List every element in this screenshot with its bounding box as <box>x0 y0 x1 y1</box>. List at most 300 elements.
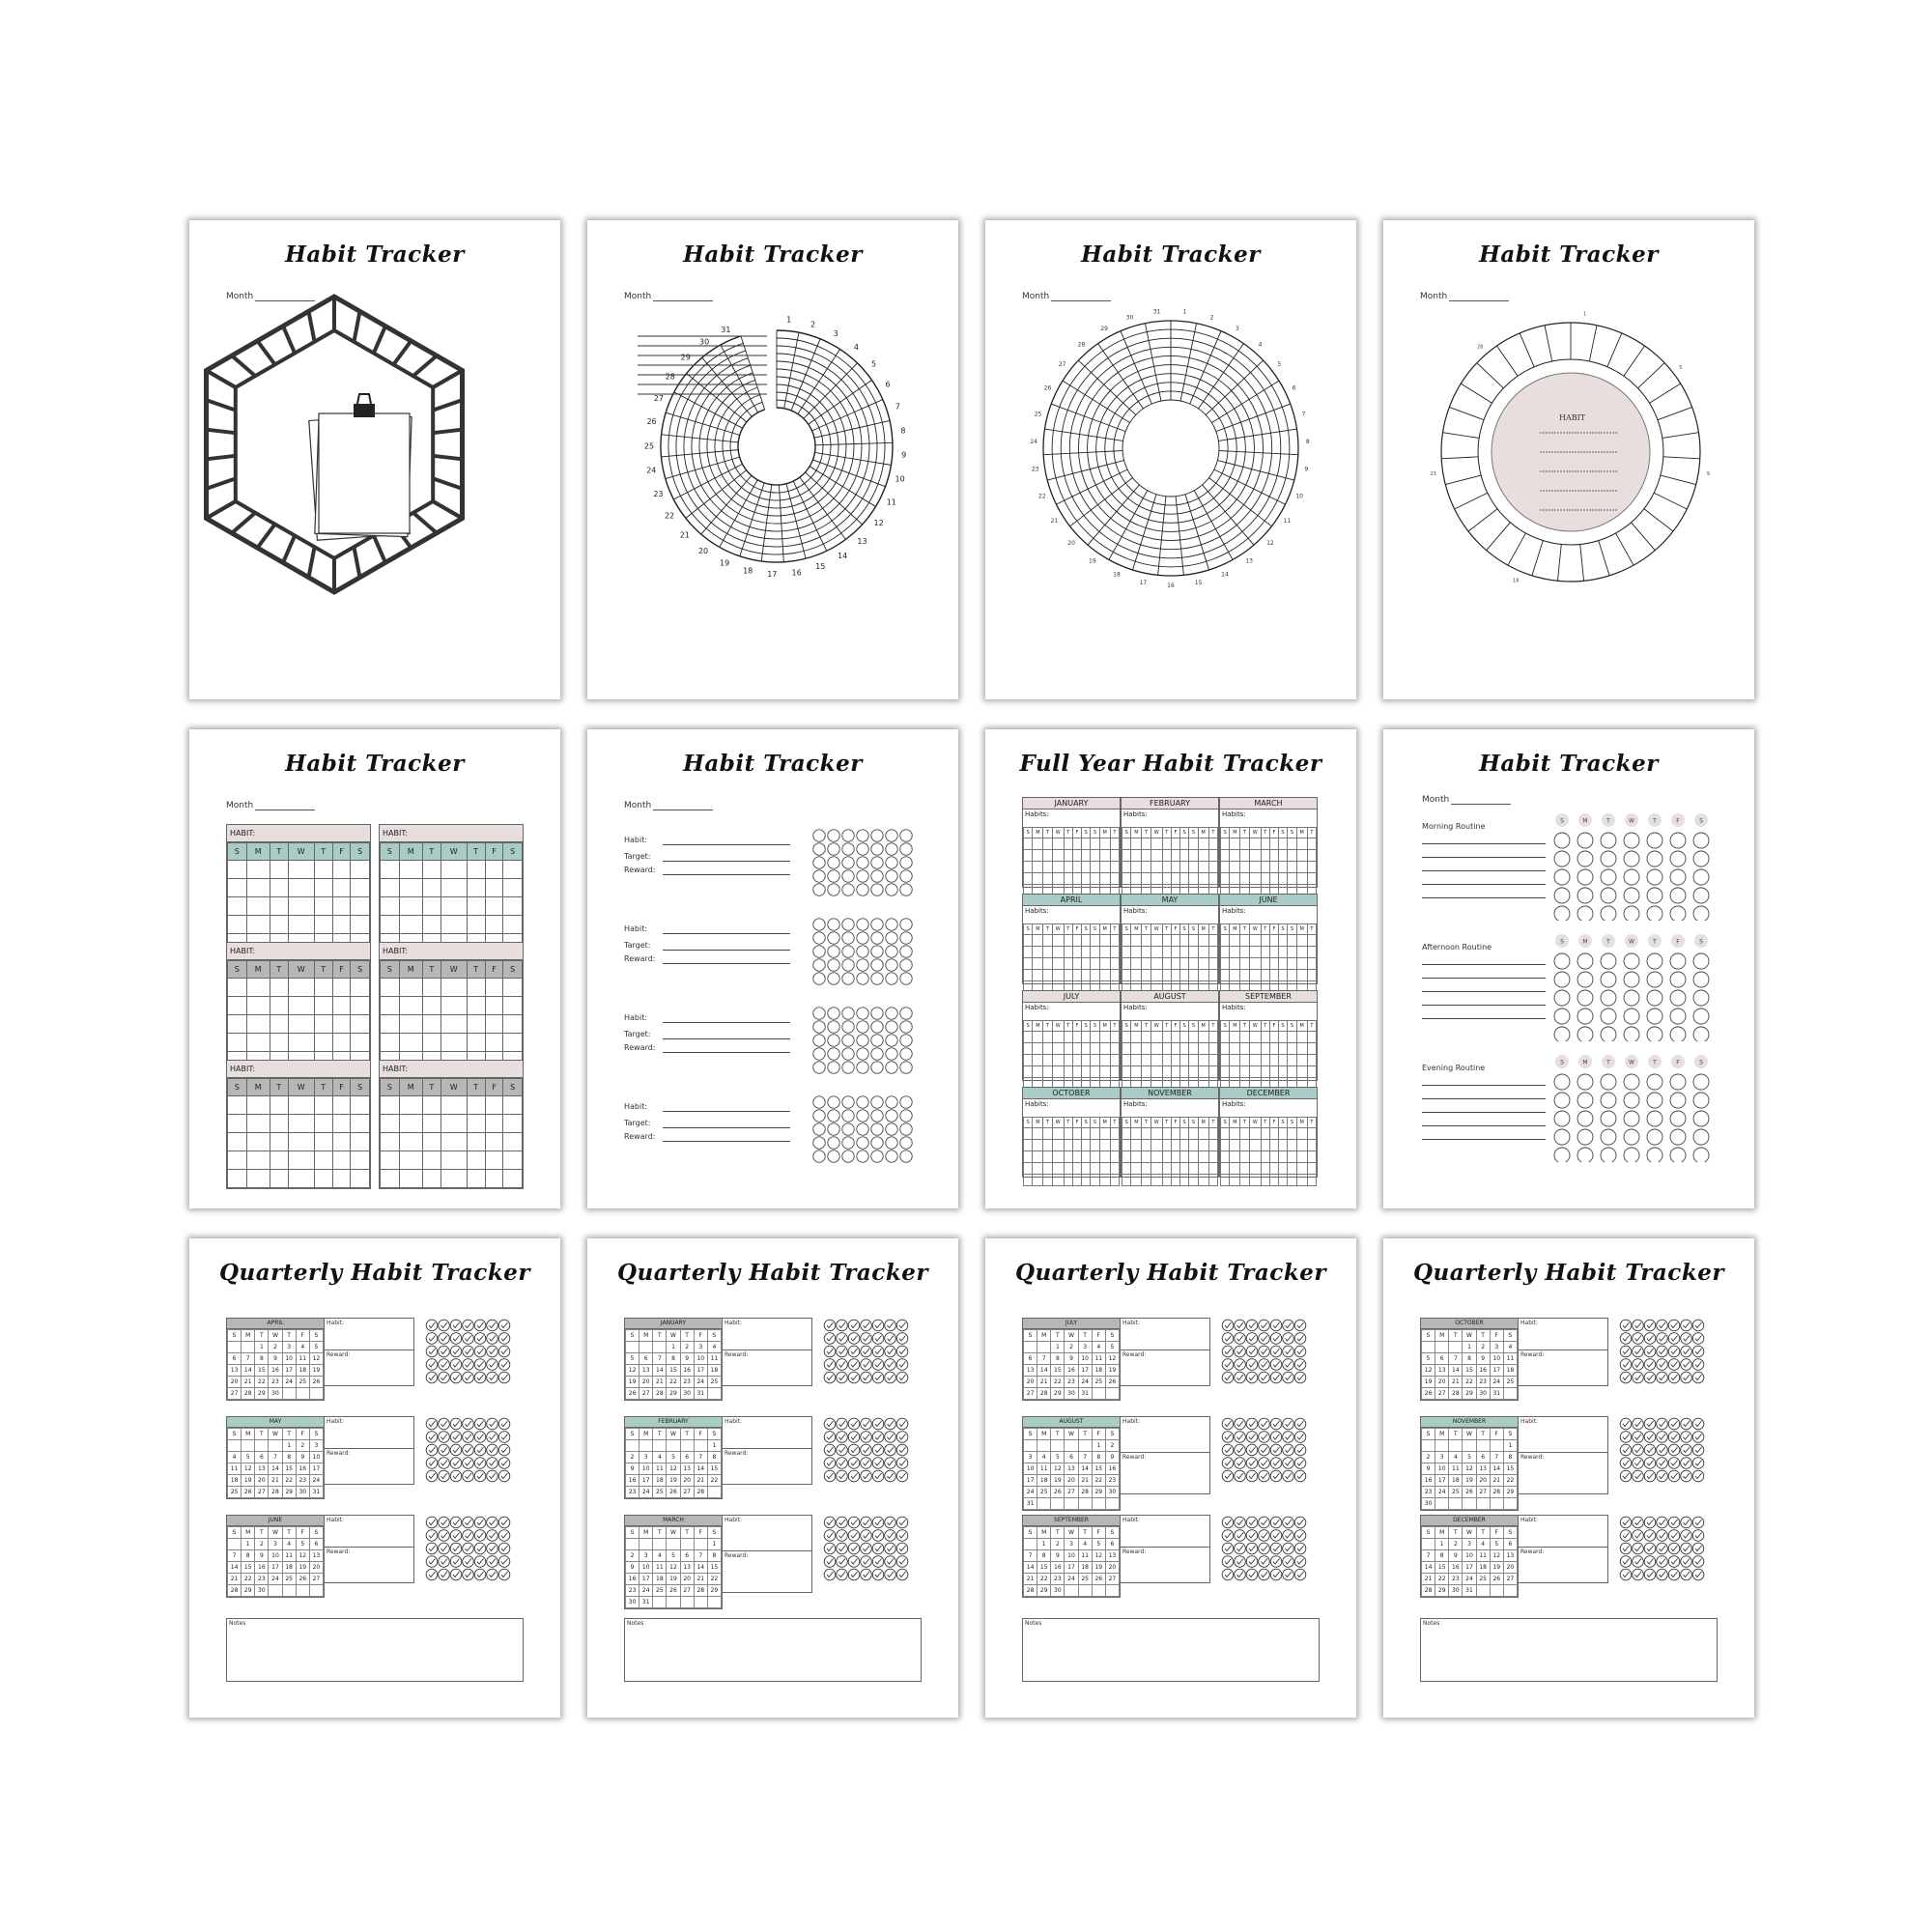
grid-cell[interactable] <box>288 879 314 897</box>
grid-cell[interactable] <box>1072 1055 1081 1066</box>
check-circle-icon-grid[interactable] <box>1619 1516 1725 1593</box>
grid-cell[interactable] <box>485 1096 503 1115</box>
grid-cell[interactable] <box>1240 838 1249 850</box>
grid-cell[interactable] <box>1269 958 1278 970</box>
grid-cell[interactable] <box>1033 958 1043 970</box>
grid-cell[interactable] <box>1240 850 1249 862</box>
grid-cell[interactable] <box>1288 1055 1296 1066</box>
grid-cell[interactable] <box>1261 1055 1269 1066</box>
grid-cell[interactable] <box>1099 970 1110 981</box>
check-circle-icon-grid[interactable] <box>823 1516 929 1593</box>
grid-cell[interactable] <box>1307 947 1316 958</box>
checkbox-circle-grid[interactable] <box>811 917 927 1004</box>
check-circle-icon-grid[interactable] <box>425 1319 531 1396</box>
checkbox-circle-grid[interactable] <box>811 1094 927 1181</box>
grid-cell[interactable] <box>1249 1175 1261 1186</box>
grid-cell[interactable] <box>246 979 270 997</box>
grid-cell[interactable] <box>1307 838 1316 850</box>
grid-cell[interactable] <box>228 916 247 934</box>
grid-cell[interactable] <box>1052 958 1064 970</box>
field-line[interactable] <box>663 933 790 934</box>
grid-cell[interactable] <box>1110 935 1119 947</box>
grid-cell[interactable] <box>1131 1128 1142 1140</box>
grid-cell[interactable] <box>1162 1066 1171 1078</box>
grid-cell[interactable] <box>1122 1175 1131 1186</box>
grid-cell[interactable] <box>1278 1163 1287 1175</box>
grid-cell[interactable] <box>228 1015 247 1034</box>
grid-cell[interactable] <box>332 997 351 1015</box>
grid-cell[interactable] <box>1296 1140 1307 1151</box>
grid-cell[interactable] <box>1072 1163 1081 1175</box>
grid-cell[interactable] <box>1208 1140 1217 1151</box>
grid-cell[interactable] <box>422 1034 440 1052</box>
grid-cell[interactable] <box>1024 1151 1033 1163</box>
grid-cell[interactable] <box>503 1151 523 1170</box>
grid-cell[interactable] <box>1072 947 1081 958</box>
grid-cell[interactable] <box>1296 1128 1307 1140</box>
grid-cell[interactable] <box>1033 850 1043 862</box>
grid-cell[interactable] <box>1221 1032 1230 1043</box>
grid-cell[interactable] <box>1072 1175 1081 1186</box>
routine-line[interactable] <box>1422 978 1546 979</box>
grid-cell[interactable] <box>1072 1066 1081 1078</box>
grid-cell[interactable] <box>1033 1032 1043 1043</box>
grid-cell[interactable] <box>1249 862 1261 873</box>
grid-cell[interactable] <box>1064 970 1072 981</box>
grid-cell[interactable] <box>381 861 400 879</box>
grid-cell[interactable] <box>485 1133 503 1151</box>
grid-cell[interactable] <box>1072 1043 1081 1055</box>
grid-cell[interactable] <box>1189 1140 1198 1151</box>
grid-cell[interactable] <box>1208 1175 1217 1186</box>
grid-cell[interactable] <box>503 897 523 916</box>
grid-cell[interactable] <box>1240 1128 1249 1140</box>
grid-cell[interactable] <box>1261 935 1269 947</box>
grid-cell[interactable] <box>1131 850 1142 862</box>
grid-cell[interactable] <box>1151 1140 1162 1151</box>
grid-cell[interactable] <box>1278 947 1287 958</box>
grid-cell[interactable] <box>399 1115 422 1133</box>
grid-cell[interactable] <box>1072 970 1081 981</box>
routine-line[interactable] <box>1422 964 1546 965</box>
grid-cell[interactable] <box>1221 1163 1230 1175</box>
grid-cell[interactable] <box>1269 873 1278 885</box>
grid-cell[interactable] <box>1122 838 1131 850</box>
grid-cell[interactable] <box>332 1151 351 1170</box>
grid-cell[interactable] <box>1110 1043 1119 1055</box>
grid-cell[interactable] <box>1171 1032 1179 1043</box>
check-circle-icon-grid[interactable] <box>1619 1319 1725 1396</box>
field-line[interactable] <box>663 861 790 862</box>
grid-cell[interactable] <box>351 979 370 997</box>
grid-cell[interactable] <box>1043 947 1052 958</box>
grid-cell[interactable] <box>1131 862 1142 873</box>
grid-cell[interactable] <box>1099 873 1110 885</box>
grid-cell[interactable] <box>1189 1175 1198 1186</box>
grid-cell[interactable] <box>1043 873 1052 885</box>
grid-cell[interactable] <box>1307 1055 1316 1066</box>
grid-cell[interactable] <box>1024 1128 1033 1140</box>
grid-cell[interactable] <box>351 1151 370 1170</box>
grid-cell[interactable] <box>1099 850 1110 862</box>
grid-cell[interactable] <box>1171 947 1179 958</box>
grid-cell[interactable] <box>1122 1128 1131 1140</box>
grid-cell[interactable] <box>1230 850 1240 862</box>
grid-cell[interactable] <box>1151 1151 1162 1163</box>
grid-cell[interactable] <box>440 1015 467 1034</box>
grid-cell[interactable] <box>1189 947 1198 958</box>
grid-cell[interactable] <box>1261 850 1269 862</box>
grid-cell[interactable] <box>1131 1140 1142 1151</box>
habit-reward-box[interactable] <box>723 1515 812 1593</box>
grid-cell[interactable] <box>422 1115 440 1133</box>
grid-cell[interactable] <box>1208 873 1217 885</box>
grid-cell[interactable] <box>1043 838 1052 850</box>
grid-cell[interactable] <box>1307 1163 1316 1175</box>
grid-cell[interactable] <box>1072 1151 1081 1163</box>
habit-reward-box[interactable] <box>325 1416 414 1485</box>
grid-cell[interactable] <box>381 897 400 916</box>
grid-cell[interactable] <box>1081 1163 1090 1175</box>
grid-cell[interactable] <box>1131 1163 1142 1175</box>
grid-cell[interactable] <box>1091 1055 1099 1066</box>
grid-cell[interactable] <box>422 1170 440 1188</box>
grid-cell[interactable] <box>270 1133 288 1151</box>
grid-cell[interactable] <box>1043 1128 1052 1140</box>
grid-cell[interactable] <box>440 1034 467 1052</box>
grid-cell[interactable] <box>1064 958 1072 970</box>
grid-cell[interactable] <box>1179 1163 1188 1175</box>
grid-cell[interactable] <box>1033 1151 1043 1163</box>
grid-cell[interactable] <box>314 1096 332 1115</box>
grid-cell[interactable] <box>1162 1163 1171 1175</box>
grid-cell[interactable] <box>1142 1140 1151 1151</box>
grid-cell[interactable] <box>1081 947 1090 958</box>
grid-cell[interactable] <box>485 1034 503 1052</box>
grid-cell[interactable] <box>1162 873 1171 885</box>
grid-cell[interactable] <box>1189 970 1198 981</box>
grid-cell[interactable] <box>351 1133 370 1151</box>
grid-cell[interactable] <box>332 1133 351 1151</box>
grid-cell[interactable] <box>1091 1163 1099 1175</box>
grid-cell[interactable] <box>503 1115 523 1133</box>
grid-cell[interactable] <box>1081 1128 1090 1140</box>
grid-cell[interactable] <box>440 897 467 916</box>
grid-cell[interactable] <box>1269 862 1278 873</box>
grid-cell[interactable] <box>399 1096 422 1115</box>
grid-cell[interactable] <box>1064 935 1072 947</box>
field-line[interactable] <box>663 874 790 875</box>
grid-cell[interactable] <box>1131 935 1142 947</box>
grid-cell[interactable] <box>1052 850 1064 862</box>
grid-cell[interactable] <box>1278 1043 1287 1055</box>
grid-cell[interactable] <box>1221 970 1230 981</box>
grid-cell[interactable] <box>1208 850 1217 862</box>
grid-cell[interactable] <box>1288 1032 1296 1043</box>
grid-cell[interactable] <box>1024 958 1033 970</box>
grid-cell[interactable] <box>1249 935 1261 947</box>
grid-cell[interactable] <box>1099 1128 1110 1140</box>
grid-cell[interactable] <box>422 1151 440 1170</box>
grid-cell[interactable] <box>246 1170 270 1188</box>
grid-cell[interactable] <box>1052 1175 1064 1186</box>
grid-cell[interactable] <box>1288 1163 1296 1175</box>
grid-cell[interactable] <box>1249 947 1261 958</box>
routine-line[interactable] <box>1422 1112 1546 1113</box>
grid-cell[interactable] <box>288 1115 314 1133</box>
grid-cell[interactable] <box>1230 970 1240 981</box>
grid-cell[interactable] <box>1230 947 1240 958</box>
grid-cell[interactable] <box>1024 1043 1033 1055</box>
grid-cell[interactable] <box>1261 1175 1269 1186</box>
grid-cell[interactable] <box>1099 1043 1110 1055</box>
grid-cell[interactable] <box>1198 838 1208 850</box>
grid-cell[interactable] <box>1091 970 1099 981</box>
grid-cell[interactable] <box>422 879 440 897</box>
grid-cell[interactable] <box>399 897 422 916</box>
grid-cell[interactable] <box>1189 958 1198 970</box>
grid-cell[interactable] <box>1122 862 1131 873</box>
routine-line[interactable] <box>1422 1005 1546 1006</box>
grid-cell[interactable] <box>381 1151 400 1170</box>
grid-cell[interactable] <box>1208 935 1217 947</box>
check-circle-icon-grid[interactable] <box>1221 1417 1327 1494</box>
grid-cell[interactable] <box>1122 1163 1131 1175</box>
grid-cell[interactable] <box>1043 1066 1052 1078</box>
notes-box[interactable] <box>226 1618 524 1682</box>
grid-cell[interactable] <box>351 997 370 1015</box>
grid-cell[interactable] <box>1142 970 1151 981</box>
grid-cell[interactable] <box>1072 958 1081 970</box>
grid-cell[interactable] <box>1052 1066 1064 1078</box>
grid-cell[interactable] <box>1261 958 1269 970</box>
grid-cell[interactable] <box>1230 935 1240 947</box>
grid-cell[interactable] <box>381 879 400 897</box>
grid-cell[interactable] <box>399 979 422 997</box>
grid-cell[interactable] <box>351 1015 370 1034</box>
grid-cell[interactable] <box>1198 1043 1208 1055</box>
routine-line[interactable] <box>1422 1085 1546 1086</box>
grid-cell[interactable] <box>1110 1175 1119 1186</box>
grid-cell[interactable] <box>467 997 485 1015</box>
grid-cell[interactable] <box>1072 1032 1081 1043</box>
grid-cell[interactable] <box>1043 1055 1052 1066</box>
grid-cell[interactable] <box>1131 1066 1142 1078</box>
grid-cell[interactable] <box>1269 1066 1278 1078</box>
grid-cell[interactable] <box>1110 1140 1119 1151</box>
notes-box[interactable] <box>1420 1618 1718 1682</box>
grid-cell[interactable] <box>1249 873 1261 885</box>
grid-cell[interactable] <box>288 1151 314 1170</box>
grid-cell[interactable] <box>1278 1066 1287 1078</box>
habit-reward-box[interactable] <box>325 1515 414 1583</box>
grid-cell[interactable] <box>1081 970 1090 981</box>
grid-cell[interactable] <box>1091 1032 1099 1043</box>
grid-cell[interactable] <box>246 879 270 897</box>
grid-cell[interactable] <box>351 1034 370 1052</box>
check-circle-icon-grid[interactable] <box>1221 1516 1327 1593</box>
field-line[interactable] <box>663 844 790 845</box>
grid-cell[interactable] <box>503 1170 523 1188</box>
grid-cell[interactable] <box>1151 838 1162 850</box>
grid-cell[interactable] <box>1189 862 1198 873</box>
grid-cell[interactable] <box>440 1115 467 1133</box>
grid-cell[interactable] <box>270 1096 288 1115</box>
grid-cell[interactable] <box>1307 873 1316 885</box>
habit-reward-box[interactable] <box>1519 1515 1608 1583</box>
grid-cell[interactable] <box>1198 1151 1208 1163</box>
grid-cell[interactable] <box>1081 838 1090 850</box>
grid-cell[interactable] <box>1189 850 1198 862</box>
grid-cell[interactable] <box>1091 1043 1099 1055</box>
grid-cell[interactable] <box>1261 838 1269 850</box>
grid-cell[interactable] <box>440 861 467 879</box>
grid-cell[interactable] <box>1240 1066 1249 1078</box>
grid-cell[interactable] <box>1142 1175 1151 1186</box>
routine-circle-grid[interactable] <box>1553 933 1718 1041</box>
grid-cell[interactable] <box>1052 1055 1064 1066</box>
grid-cell[interactable] <box>288 861 314 879</box>
grid-cell[interactable] <box>1052 873 1064 885</box>
habit-reward-box[interactable] <box>723 1318 812 1386</box>
grid-cell[interactable] <box>485 1170 503 1188</box>
grid-cell[interactable] <box>1091 873 1099 885</box>
grid-cell[interactable] <box>1296 873 1307 885</box>
grid-cell[interactable] <box>1162 947 1171 958</box>
grid-cell[interactable] <box>1064 1055 1072 1066</box>
grid-cell[interactable] <box>1033 1163 1043 1175</box>
grid-cell[interactable] <box>1099 862 1110 873</box>
grid-cell[interactable] <box>1278 1128 1287 1140</box>
grid-cell[interactable] <box>1296 1175 1307 1186</box>
grid-cell[interactable] <box>1179 1151 1188 1163</box>
grid-cell[interactable] <box>351 879 370 897</box>
grid-cell[interactable] <box>1240 958 1249 970</box>
grid-cell[interactable] <box>399 997 422 1015</box>
grid-cell[interactable] <box>1024 1140 1033 1151</box>
grid-cell[interactable] <box>1261 947 1269 958</box>
grid-cell[interactable] <box>467 1096 485 1115</box>
grid-cell[interactable] <box>1024 1055 1033 1066</box>
grid-cell[interactable] <box>288 1133 314 1151</box>
grid-cell[interactable] <box>246 1115 270 1133</box>
grid-cell[interactable] <box>1230 873 1240 885</box>
grid-cell[interactable] <box>1171 1066 1179 1078</box>
grid-cell[interactable] <box>1288 935 1296 947</box>
grid-cell[interactable] <box>1081 1175 1090 1186</box>
grid-cell[interactable] <box>288 997 314 1015</box>
grid-cell[interactable] <box>1081 1055 1090 1066</box>
grid-cell[interactable] <box>1171 935 1179 947</box>
grid-cell[interactable] <box>1081 850 1090 862</box>
grid-cell[interactable] <box>1269 1140 1278 1151</box>
grid-cell[interactable] <box>1307 1140 1316 1151</box>
grid-cell[interactable] <box>1278 838 1287 850</box>
routine-line[interactable] <box>1422 1018 1546 1019</box>
grid-cell[interactable] <box>1296 1151 1307 1163</box>
grid-cell[interactable] <box>1261 1140 1269 1151</box>
grid-cell[interactable] <box>1198 1175 1208 1186</box>
field-line[interactable] <box>663 950 790 951</box>
grid-cell[interactable] <box>288 1096 314 1115</box>
grid-cell[interactable] <box>1179 970 1188 981</box>
grid-cell[interactable] <box>1230 958 1240 970</box>
grid-cell[interactable] <box>1230 862 1240 873</box>
grid-cell[interactable] <box>332 916 351 934</box>
grid-cell[interactable] <box>422 897 440 916</box>
grid-cell[interactable] <box>228 1151 247 1170</box>
grid-cell[interactable] <box>1288 873 1296 885</box>
routine-circle-grid[interactable] <box>1553 812 1718 921</box>
grid-cell[interactable] <box>1052 947 1064 958</box>
grid-cell[interactable] <box>1043 1043 1052 1055</box>
grid-cell[interactable] <box>228 1115 247 1133</box>
grid-cell[interactable] <box>1249 1128 1261 1140</box>
grid-cell[interactable] <box>1151 1163 1162 1175</box>
grid-cell[interactable] <box>485 916 503 934</box>
grid-cell[interactable] <box>1131 873 1142 885</box>
grid-cell[interactable] <box>1171 1043 1179 1055</box>
grid-cell[interactable] <box>1064 1175 1072 1186</box>
grid-cell[interactable] <box>1288 838 1296 850</box>
grid-cell[interactable] <box>1179 1140 1188 1151</box>
grid-cell[interactable] <box>1249 1032 1261 1043</box>
grid-cell[interactable] <box>399 1151 422 1170</box>
grid-cell[interactable] <box>1064 862 1072 873</box>
grid-cell[interactable] <box>1043 970 1052 981</box>
grid-cell[interactable] <box>1189 1032 1198 1043</box>
grid-cell[interactable] <box>399 916 422 934</box>
grid-cell[interactable] <box>1198 1128 1208 1140</box>
grid-cell[interactable] <box>1179 947 1188 958</box>
grid-cell[interactable] <box>1033 935 1043 947</box>
grid-cell[interactable] <box>1198 970 1208 981</box>
grid-cell[interactable] <box>1278 970 1287 981</box>
grid-cell[interactable] <box>1064 1128 1072 1140</box>
grid-cell[interactable] <box>381 1133 400 1151</box>
grid-cell[interactable] <box>332 1015 351 1034</box>
grid-cell[interactable] <box>1142 958 1151 970</box>
grid-cell[interactable] <box>1269 935 1278 947</box>
grid-cell[interactable] <box>1033 1043 1043 1055</box>
grid-cell[interactable] <box>467 1115 485 1133</box>
grid-cell[interactable] <box>1052 1163 1064 1175</box>
grid-cell[interactable] <box>1278 1055 1287 1066</box>
grid-cell[interactable] <box>1110 838 1119 850</box>
grid-cell[interactable] <box>1230 1043 1240 1055</box>
grid-cell[interactable] <box>503 1034 523 1052</box>
grid-cell[interactable] <box>1052 838 1064 850</box>
grid-cell[interactable] <box>1171 1163 1179 1175</box>
grid-cell[interactable] <box>1198 1055 1208 1066</box>
grid-cell[interactable] <box>1221 958 1230 970</box>
grid-cell[interactable] <box>246 997 270 1015</box>
grid-cell[interactable] <box>1043 1032 1052 1043</box>
grid-cell[interactable] <box>1024 862 1033 873</box>
grid-cell[interactable] <box>314 879 332 897</box>
grid-cell[interactable] <box>1142 1066 1151 1078</box>
checkbox-circle-grid[interactable] <box>811 828 927 915</box>
grid-cell[interactable] <box>270 1015 288 1034</box>
grid-cell[interactable] <box>1033 947 1043 958</box>
grid-cell[interactable] <box>1122 850 1131 862</box>
grid-cell[interactable] <box>1198 1163 1208 1175</box>
grid-cell[interactable] <box>1307 862 1316 873</box>
grid-cell[interactable] <box>1208 1043 1217 1055</box>
grid-cell[interactable] <box>1249 958 1261 970</box>
grid-cell[interactable] <box>467 861 485 879</box>
grid-cell[interactable] <box>1179 958 1188 970</box>
